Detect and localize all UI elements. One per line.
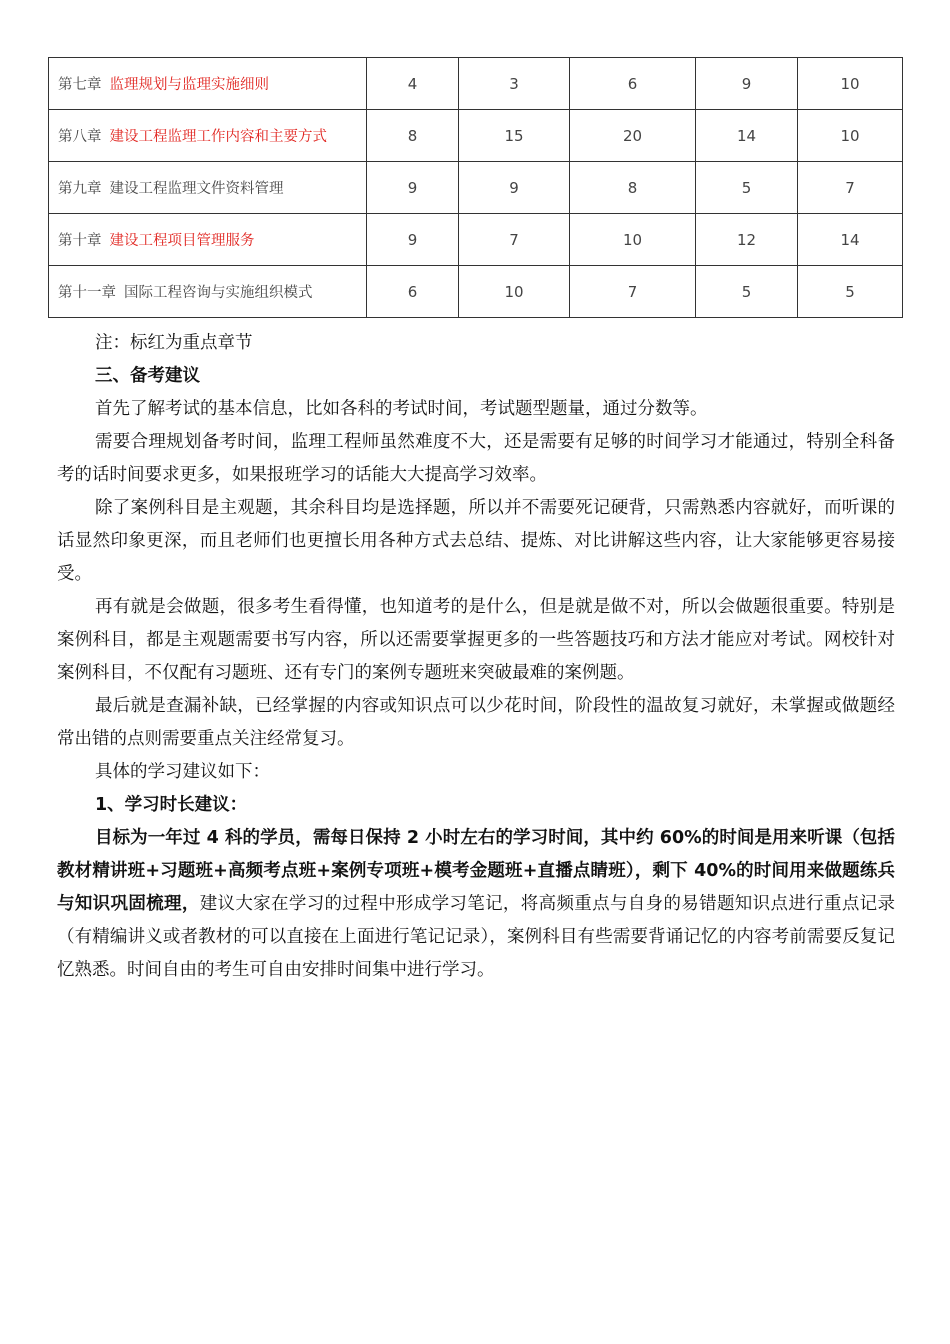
score-cell: 5 [696, 266, 798, 318]
score-cell: 10 [570, 214, 696, 266]
score-cell: 6 [570, 58, 696, 110]
score-cell: 4 [367, 58, 459, 110]
chapter-title: 建设工程监理文件资料管理 [109, 181, 284, 197]
chapter-cell [49, 58, 367, 110]
chapter-number: 第十章 [58, 233, 102, 249]
score-cell: 20 [570, 110, 696, 162]
score-cell: 6 [367, 266, 459, 318]
score-cell: 10 [798, 110, 903, 162]
paragraph-study-time [57, 822, 895, 987]
score-cell: 5 [798, 266, 903, 318]
score-cell: 9 [367, 214, 459, 266]
paragraph-review: 最后就是查漏补缺，已经掌握的内容或知识点可以少花时间，阶段性的温故复习就好，未掌握或做题经常出错的点则需要重点关注经常复习。 [57, 696, 895, 749]
chapter-cell [49, 162, 367, 214]
advice-section [57, 360, 895, 987]
paragraph-basic-info: 首先了解考试的基本信息，比如各科的考试时间，考试题型题量，通过分数等。 [95, 399, 708, 419]
score-cell: 3 [459, 58, 570, 110]
paragraph-subject-types: 除了案例科目是主观题，其余科目均是选择题，所以并不需要死记硬背，只需熟悉内容就好，而听课的话显然印象更深，而且老师们也更擅长用各种方式去总结、提炼、对比讲解这些内容，让大家能够更容易接受。 [57, 498, 895, 584]
score-distribution-table [48, 57, 903, 318]
table-row [49, 266, 903, 318]
score-cell: 7 [459, 214, 570, 266]
subsection-title: 1、学习时长建议： [95, 795, 248, 815]
chapter-number: 第九章 [58, 181, 102, 197]
chapter-title: 监理规划与监理实施细则 [109, 77, 269, 93]
table-row [49, 110, 903, 162]
score-cell: 10 [459, 266, 570, 318]
score-cell: 8 [570, 162, 696, 214]
score-cell: 14 [696, 110, 798, 162]
chapter-number: 第十一章 [58, 285, 116, 301]
chapter-cell [49, 214, 367, 266]
study-time-detail: 建议大家在学习的过程中形成学习笔记，将高频重点与自身的易错题知识点进行重点记录（有精编讲义或者教材的可以直接在上面进行笔记记录），案例科目有些需要背诵记忆的内容考前需要反复记忆熟悉。时间自由的考生可自由安排时间集中进行学习。 [57, 894, 896, 980]
score-cell: 14 [798, 214, 903, 266]
score-cell: 9 [696, 58, 798, 110]
study-time-emphasis: 目标为一年过 4 科的学员，需每日保持 2 小时左右的学习时间，其中约 60%的时间是用来听课（包括教材精讲班+习题班+高频考点班+案例专项班+模考金题班+直播点睛班），剩下 40%的时间用来做题练兵与知识巩固梳理， [57, 828, 895, 914]
table-row [49, 58, 903, 110]
score-cell: 10 [798, 58, 903, 110]
table-note: 注：标红为重点章节 [95, 333, 253, 353]
chapter-number: 第七章 [58, 77, 102, 93]
table-row [49, 162, 903, 214]
section-title: 三、备考建议 [95, 366, 200, 386]
paragraph-intro: 具体的学习建议如下： [95, 762, 270, 782]
chapter-cell [49, 110, 367, 162]
score-cell: 7 [798, 162, 903, 214]
score-cell: 9 [367, 162, 459, 214]
chapter-number: 第八章 [58, 129, 102, 145]
paragraph-plan-time: 需要合理规划备考时间，监理工程师虽然难度不大，还是需要有足够的时间学习才能通过，特别全科备考的话时间要求更多，如果报班学习的话能大大提高学习效率。 [57, 432, 895, 485]
score-cell: 7 [570, 266, 696, 318]
paragraph-practice: 再有就是会做题，很多考生看得懂，也知道考的是什么，但是就是做不对，所以会做题很重要。特别是案例科目，都是主观题需要书写内容，所以还需要掌握更多的一些答题技巧和方法才能应对考试。网校针对案例科目，不仅配有习题班、还有专门的案例专题班来突破最难的案例题。 [57, 597, 895, 683]
chapter-cell [49, 266, 367, 318]
score-cell: 9 [459, 162, 570, 214]
score-cell: 5 [696, 162, 798, 214]
score-cell: 15 [459, 110, 570, 162]
chapter-title: 国际工程咨询与实施组织模式 [124, 285, 313, 301]
chapter-title: 建设工程监理工作内容和主要方式 [109, 129, 327, 145]
chapter-title: 建设工程项目管理服务 [109, 233, 255, 249]
score-cell: 8 [367, 110, 459, 162]
table-row [49, 214, 903, 266]
score-cell: 12 [696, 214, 798, 266]
